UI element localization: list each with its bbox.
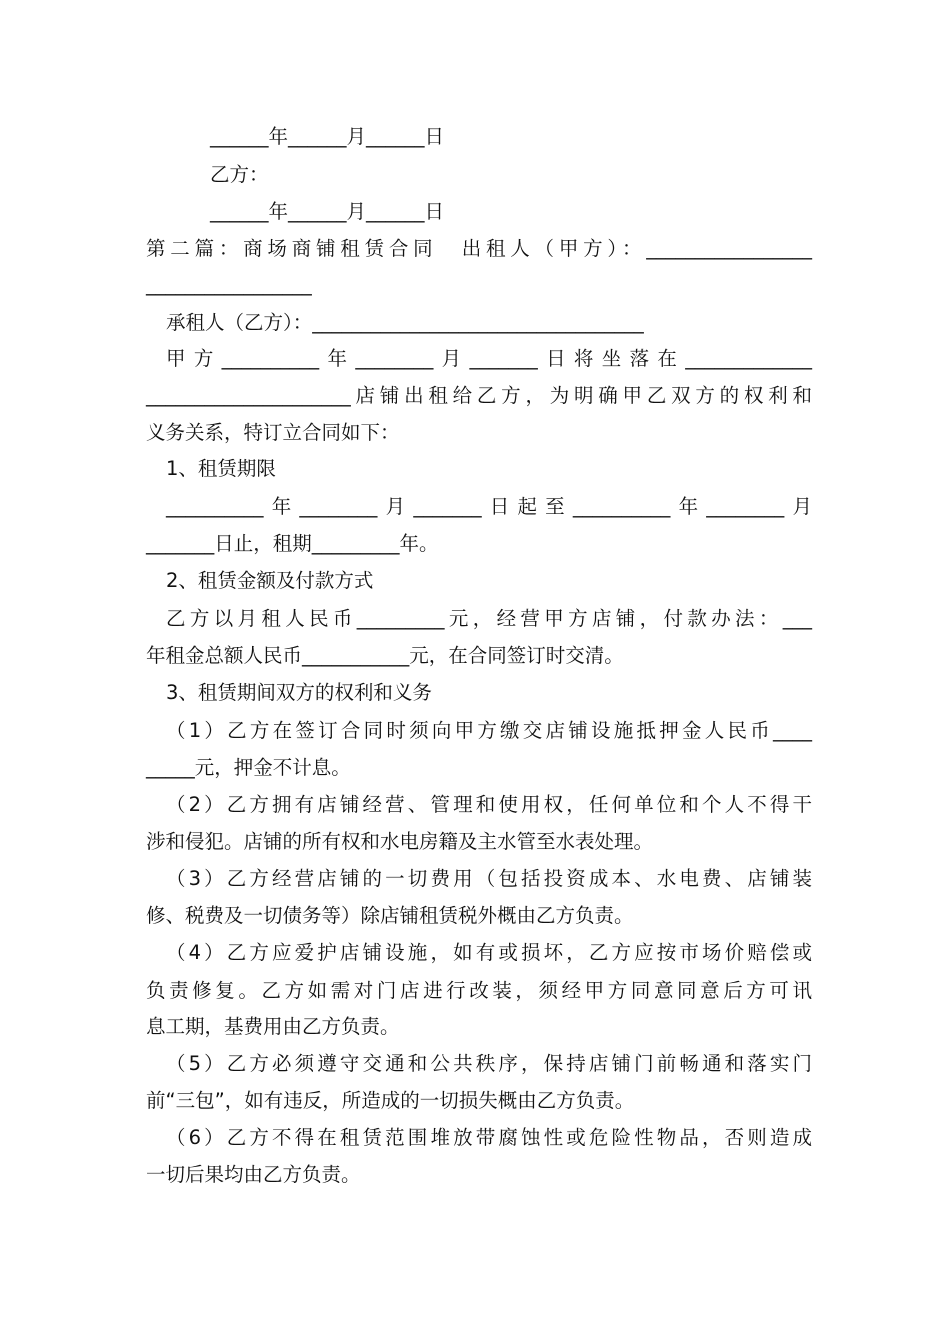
lessor-blank-cont: _________________ bbox=[146, 273, 312, 296]
paragraph-line: （4）乙方应爱护店铺设施，如有或损坏，乙方应按市场价赔偿或 bbox=[166, 941, 812, 964]
paragraph-line: 息工期，基费用由乙方负责。 bbox=[146, 1015, 400, 1038]
party-b-label: 乙方： bbox=[210, 163, 269, 186]
paragraph-line: 义务关系，特订立合同如下： bbox=[146, 421, 400, 444]
paragraph-line: 涉和侵犯。店铺的所有权和水电房籍及主水管至水表处理。 bbox=[146, 830, 654, 853]
paragraph-line: 修、税费及一切债务等）除店铺租赁税外概由乙方负责。 bbox=[146, 904, 634, 927]
paragraph-line: __________年________月_______日起至__________年________月 bbox=[166, 495, 812, 518]
paragraph-line: 年租金总额人民币___________元，在合同签订时交清。 bbox=[146, 644, 624, 667]
paragraph-line: _____________________店铺出租给乙方，为明确甲乙双方的权利和 bbox=[146, 384, 812, 407]
date-line-party-b: ______年______月______日 bbox=[210, 200, 445, 223]
paragraph-line: （2）乙方拥有店铺经营、管理和使用权，任何单位和个人不得干 bbox=[166, 793, 812, 816]
paragraph-line: _____元，押金不计息。 bbox=[146, 756, 351, 779]
paragraph-line: 负责修复。乙方如需对门店进行改装，须经甲方同意同意后方可讯 bbox=[146, 979, 812, 1002]
paragraph-line: _______日止，租期_________年。 bbox=[146, 532, 439, 555]
paragraph-line: （3）乙方经营店铺的一切费用（包括投资成本、水电费、店铺装 bbox=[166, 867, 812, 890]
clause-heading: 2、租赁金额及付款方式 bbox=[166, 569, 374, 592]
paragraph-line: 前“三包”，如有违反，所造成的一切损失概由乙方负责。 bbox=[146, 1089, 635, 1112]
lessee-line: 承租人（乙方）：__________________________________ bbox=[166, 311, 644, 334]
section-title: 第二篇：商场商铺租赁合同 出租人（甲方）：_________________ bbox=[146, 237, 812, 260]
paragraph-line: （1）乙方在签订合同时须向甲方缴交店铺设施抵押金人民币____ bbox=[166, 719, 812, 742]
paragraph-line: 乙方以月租人民币_________元，经营甲方店铺，付款办法：___ bbox=[166, 607, 812, 630]
clause-heading: 3、租赁期间双方的权利和义务 bbox=[166, 681, 432, 704]
paragraph-line: （6）乙方不得在租赁范围堆放带腐蚀性或危险性物品，否则造成 bbox=[166, 1126, 812, 1149]
date-line-party-a: ______年______月______日 bbox=[210, 125, 445, 148]
paragraph-line: 一切后果均由乙方负责。 bbox=[146, 1163, 361, 1186]
paragraph-line: 甲方__________年________月_______日将坐落在_____________ bbox=[166, 347, 812, 370]
clause-heading: 1、租赁期限 bbox=[166, 457, 276, 480]
paragraph-line: （5）乙方必须遵守交通和公共秩序，保持店铺门前畅通和落实门 bbox=[166, 1052, 812, 1075]
